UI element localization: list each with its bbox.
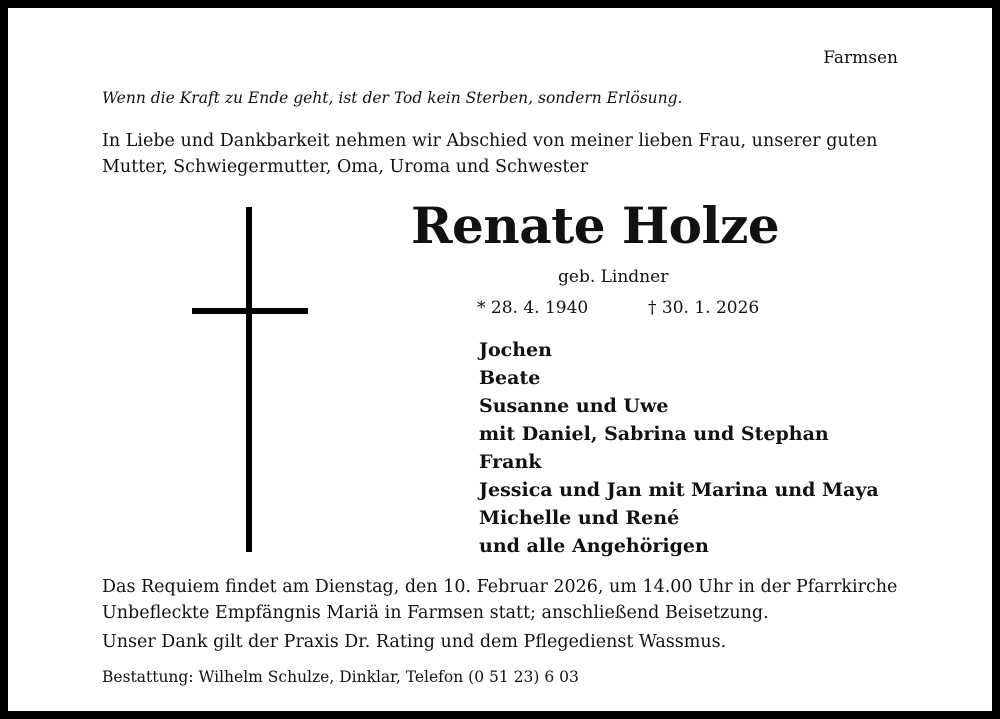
death-date: † 30. 1. 2026	[648, 298, 760, 318]
birth-date: * 28. 4. 1940	[477, 298, 589, 318]
mourner-line: Jessica und Jan mit Marina und Maya	[479, 479, 879, 501]
place-name: Farmsen	[823, 48, 898, 68]
mourner-line: Susanne und Uwe	[479, 395, 669, 417]
mourner-line: Beate	[479, 367, 541, 389]
mourner-line: und alle Angehörigen	[479, 535, 709, 557]
mourner-line: Frank	[479, 451, 542, 473]
intro-line: Mutter, Schwiegermutter, Oma, Uroma und Schwester	[102, 157, 589, 177]
requiem-line: Das Requiem findet am Dienstag, den 10. Februar 2026, um 14.00 Uhr in der Pfarrkirche	[102, 577, 898, 597]
undertaker-info: Bestattung: Wilhelm Schulze, Dinklar, Telefon (0 51 23) 6 03	[102, 668, 579, 686]
latin-cross-icon	[246, 207, 252, 552]
mourner-line: mit Daniel, Sabrina und Stephan	[479, 423, 829, 445]
mourner-line: Michelle und René	[479, 507, 680, 529]
latin-cross-icon-bar	[192, 308, 308, 314]
thanks-text: Unser Dank gilt der Praxis Dr. Rating und dem Pflegedienst Wassmus.	[102, 632, 727, 652]
intro-line: In Liebe und Dankbarkeit nehmen wir Abschied von meiner lieben Frau, unserer guten	[102, 131, 878, 151]
mourners-list	[479, 336, 879, 560]
deceased-name: Renate Holze	[411, 196, 780, 255]
intro-text	[102, 128, 877, 180]
requiem-line: Unbefleckte Empfängnis Mariä in Farmsen statt; anschließend Beisetzung.	[102, 603, 769, 623]
mourner-line: Jochen	[479, 339, 552, 361]
motto-quote: Wenn die Kraft zu Ende geht, ist der Tod kein Sterben, sondern Erlösung.	[102, 89, 683, 107]
maiden-name: geb. Lindner	[558, 267, 669, 287]
requiem-info	[102, 574, 897, 626]
